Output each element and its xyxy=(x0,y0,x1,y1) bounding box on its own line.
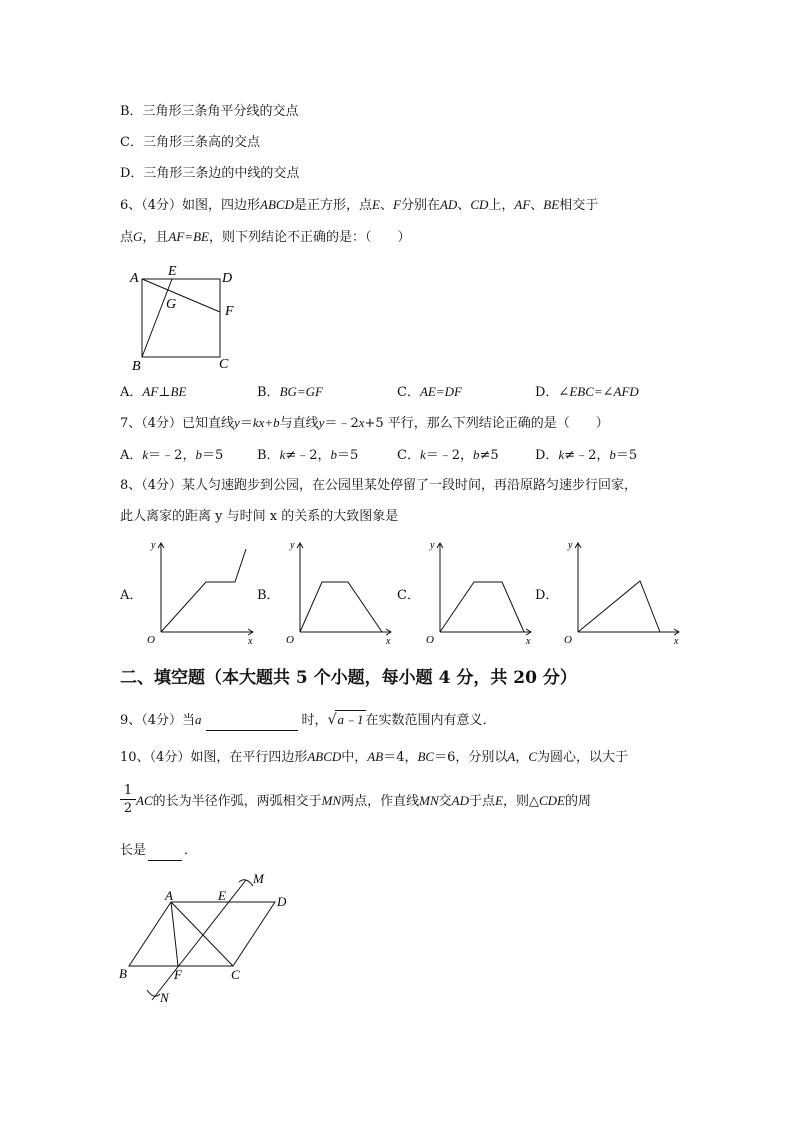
label-b: B xyxy=(119,966,127,981)
svg-text:y: y xyxy=(151,540,156,551)
graph-c-curve xyxy=(440,582,524,632)
q7-option-d: D．k≠﹣2，b＝5 xyxy=(535,447,638,463)
segment-be xyxy=(142,279,172,357)
q8-option-d-label: D． xyxy=(535,588,559,603)
arc-n xyxy=(147,990,160,996)
q8-option-a-label: A． xyxy=(120,588,143,603)
q6-option-d: D．∠EBC=∠AFD xyxy=(535,384,639,400)
q10-stem-line1: 10、（4分）如图，在平行四边形ABCD中，AB＝4，BC＝6，分别以A，C为圆心，以大于 xyxy=(120,749,629,765)
q8-stem-line1: 8、（4分）某人匀速跑步到公园，在公园里某处停留了一段时间，再沿原路匀速步行回家， xyxy=(120,478,638,493)
q9-stem: 9、（4分）当a 时，√a﹣1 在实数范围内有意义． xyxy=(120,710,496,731)
label-a: A xyxy=(130,271,139,286)
q8-graph-c xyxy=(412,535,537,647)
prev-option-b: B．三角形三条角平分线的交点 xyxy=(120,104,299,119)
q8-stem-line2: 此人离家的距离 y 与时间 x 的关系的大致图象是 xyxy=(120,509,399,524)
segment-af xyxy=(142,279,220,312)
svg-text:y: y xyxy=(290,540,295,551)
svg-text:O: O xyxy=(426,634,434,646)
q10-stem-line2: AC的长为半径作弧，两弧相交于MN两点，作直线MN交AD于点E，则△CDE的周 xyxy=(136,793,591,809)
q8-graph-b xyxy=(272,535,397,647)
svg-text:y: y xyxy=(430,540,435,551)
q6-option-a: A．AF⊥BE xyxy=(120,384,187,400)
label-g: G xyxy=(166,297,177,312)
label-f: F xyxy=(174,967,182,982)
svg-text:x: x xyxy=(674,636,679,647)
q8-option-b-label: B． xyxy=(257,588,280,603)
q7-option-b: B．k≠﹣2，b＝5 xyxy=(257,447,359,463)
segment-af xyxy=(171,902,178,966)
q6-square-figure xyxy=(118,258,248,378)
svg-text:O: O xyxy=(564,634,572,646)
graph-d-curve xyxy=(578,581,660,632)
svg-text:x: x xyxy=(248,636,253,647)
diagonal-ac xyxy=(171,902,233,966)
q10-parallelogram-figure xyxy=(112,868,292,1006)
q8-graph-d xyxy=(550,535,685,647)
label-c: C xyxy=(231,967,240,982)
label-d: D xyxy=(277,894,287,909)
label-b: B xyxy=(132,359,141,374)
q6-stem-line1: 6、（4分）如图，四边形ABCD是正方形，点E、F分别在AD、CD上，AF、BE相交于 xyxy=(120,197,599,213)
q6-option-c: C．AE=DF xyxy=(397,384,462,400)
fraction-one-half: 1 2 xyxy=(120,783,136,816)
label-d: D xyxy=(222,271,233,286)
q10-stem-line3: 长是 ． xyxy=(120,842,197,861)
svg-text:x: x xyxy=(386,636,391,647)
label-n: N xyxy=(160,990,169,1005)
q8-graph-a xyxy=(140,535,260,647)
prev-option-d: D．三角形三条边的中线的交点 xyxy=(120,166,300,181)
svg-text:O: O xyxy=(147,634,155,646)
q7-stem: 7、（4分）已知直线y＝kx+b与直线y＝﹣2x+5 平行，那么下列结论正确的是（ ） xyxy=(120,415,609,431)
q8-option-c-label: C． xyxy=(397,588,420,603)
svg-text:O: O xyxy=(286,634,294,646)
square-abcd xyxy=(142,279,220,357)
q6-option-b: B．BG=GF xyxy=(257,384,323,400)
label-e: E xyxy=(218,888,226,903)
svg-text:y: y xyxy=(568,540,573,551)
q6-stem-line2: 点G，且AF=BE，则下列结论不正确的是：（ ） xyxy=(120,229,411,245)
graph-a-curve xyxy=(161,549,246,632)
svg-text:x: x xyxy=(526,636,531,647)
graph-b-curve xyxy=(300,582,382,632)
section-heading: 二、填空题（本大题共 5 个小题，每小题 4 分，共 20 分） xyxy=(120,668,577,688)
q7-option-a: A．k＝﹣2，b＝5 xyxy=(120,447,224,463)
q7-option-c: C．k＝﹣2，b≠5 xyxy=(397,447,499,463)
label-c: C xyxy=(219,357,229,372)
prev-option-c: C．三角形三条高的交点 xyxy=(120,135,260,150)
label-m: M xyxy=(253,871,264,886)
label-f: F xyxy=(225,304,234,319)
label-e: E xyxy=(168,264,177,279)
label-a: A xyxy=(165,888,173,903)
